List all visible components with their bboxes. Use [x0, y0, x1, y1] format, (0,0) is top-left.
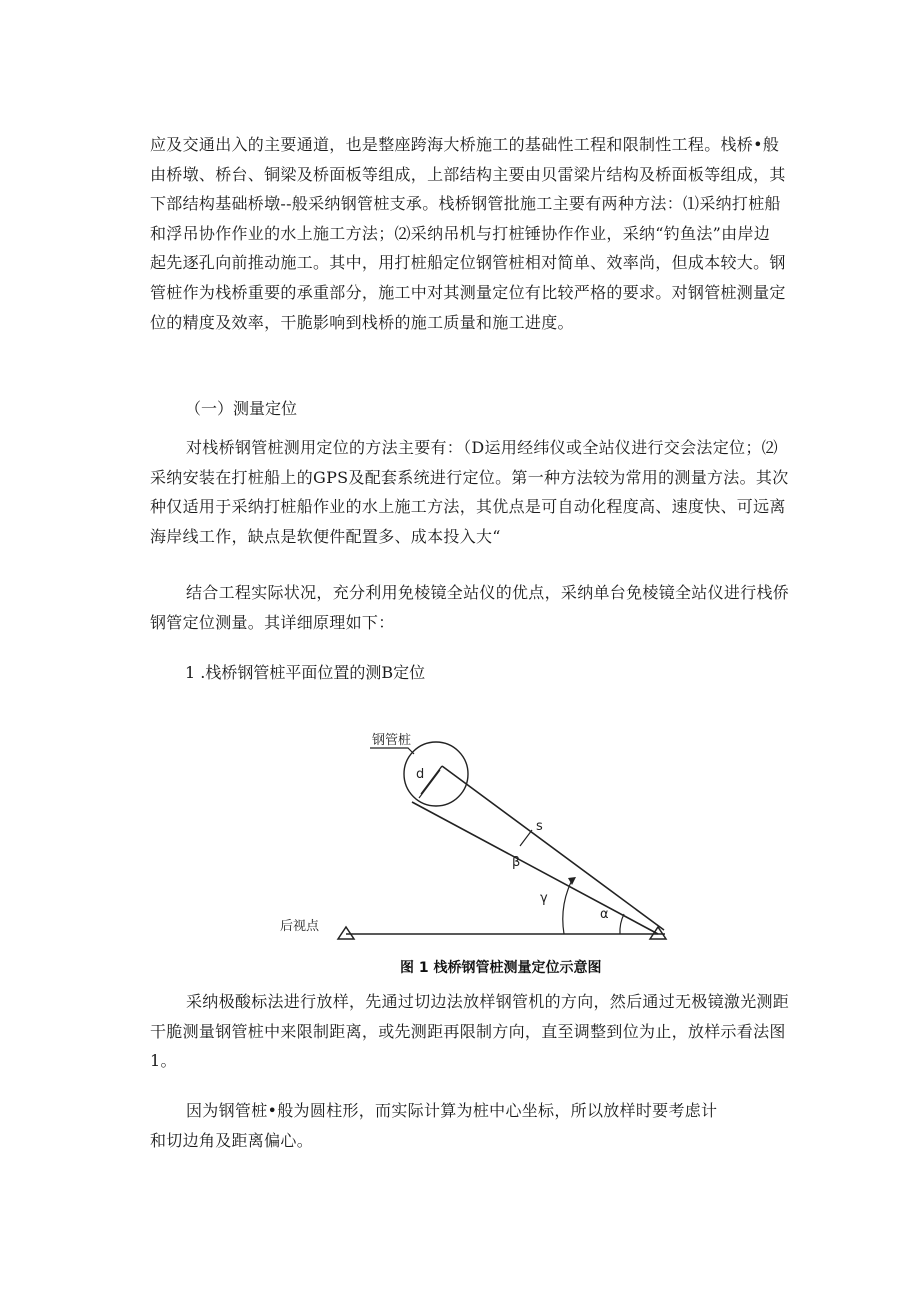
tangent-line: [412, 802, 658, 934]
text-line: 下部结构基础桥墩--般采纳钢管桩支承。栈桥钢管批施工主要有两种方法：⑴采纳打桩船: [150, 194, 781, 214]
label-beta: β: [512, 855, 521, 870]
text-line: 起先逐孔向前推动施工。其中，用打桩船定位钢管桩相对简单、效率尚，但成本较大。钢: [150, 253, 786, 273]
text-line: 位的精度及效率，干脆影响到栈桥的施工质量和施工进度。: [150, 312, 574, 332]
text-line: 海岸线工作，缺点是软便件配置多、成本投入大“: [150, 526, 501, 546]
text-line: 结合工程实际状况，充分利用免棱镜全站仪的优点，采纳单台免棱镜全站仪进行栈侨: [186, 583, 790, 602]
alpha-arc: [620, 914, 624, 934]
label-gamma: γ: [540, 891, 548, 906]
text-line: 由桥墩、桥台、铜梁及桥面板等组成，上部结构主要由贝雷梁片结构及桥面板等组成，其: [150, 164, 786, 184]
beta-connector: [520, 830, 532, 846]
text-line: 钢管定位测量。其详细原理如下：: [150, 612, 395, 632]
text-line: 和浮吊协作作业的水上施工方法；⑵采纳吊机与打桩锤协作作业，采纳“钓鱼法”由岸边: [150, 223, 771, 243]
section-heading-survey: （一）测量定位: [185, 399, 298, 418]
figure-pile-positioning-diagram: [280, 720, 680, 980]
label-pile: 钢管桩: [372, 733, 412, 748]
paragraph-principle: [150, 578, 810, 637]
text-line: 采纳安装在打桩船上的GPS及配套系统进行定位。第一种方法较为常用的测量方法。其次: [150, 467, 789, 487]
label-s: s: [536, 819, 543, 834]
subsection-heading-plane-position: 1 .栈桥钢管桩平面位置的测B定位: [185, 663, 426, 682]
paragraph-eccentricity: [150, 1096, 810, 1155]
text-line: 对栈桥钢管桩测用定位的方法主要有：（D运用经纬仪或全站仪进行交会法定位；⑵: [186, 438, 778, 457]
text-line: 应及交通出入的主要通道，也是整座跨海大桥施工的基础性工程和限制性工程。栈桥•般: [150, 135, 780, 154]
paragraph-setout: [150, 987, 810, 1076]
text-line: 干脆测量钢管桩中来限制距离，或先测距再限制方向，直至调整到位为止，放样示看法图: [150, 1021, 786, 1041]
gamma-arrow: [568, 877, 576, 885]
paragraph-bridge-intro: [150, 130, 810, 337]
text-line: 1。: [150, 1051, 177, 1071]
paragraph-methods: [150, 433, 810, 551]
diagram-svg: [280, 720, 680, 980]
text-line: 因为钢管桩•般为圆柱形，而实际计算为桩中心坐标，所以放样时要考虑计: [186, 1101, 718, 1120]
center-line: [442, 766, 664, 930]
label-alpha: α: [600, 907, 609, 922]
text-line: 管桩作为栈桥重要的承重部分，施工中对其测量定位有比较严格的要求。对钢管桩测量定: [150, 282, 786, 302]
label-d: d: [416, 767, 425, 782]
pile-label-leader: [370, 748, 414, 754]
backsight-triangle: [338, 927, 354, 939]
gamma-arc: [563, 880, 572, 934]
text-line: 种仅适用于采纳打桩船作业的水上施工方法，其优点是可自动化程度高、速度快、可远离: [150, 497, 786, 517]
label-backsight: 后视点: [280, 919, 320, 934]
text-line: 和切边角及距离偏心。: [150, 1130, 314, 1150]
text-line: 采纳极酸标法进行放样，先通过切边法放样钢管机的方向，然后通过无极镜激光测距: [186, 992, 790, 1011]
figure-caption: 图 1 栈桥钢管桩测量定位示意图: [400, 960, 602, 976]
